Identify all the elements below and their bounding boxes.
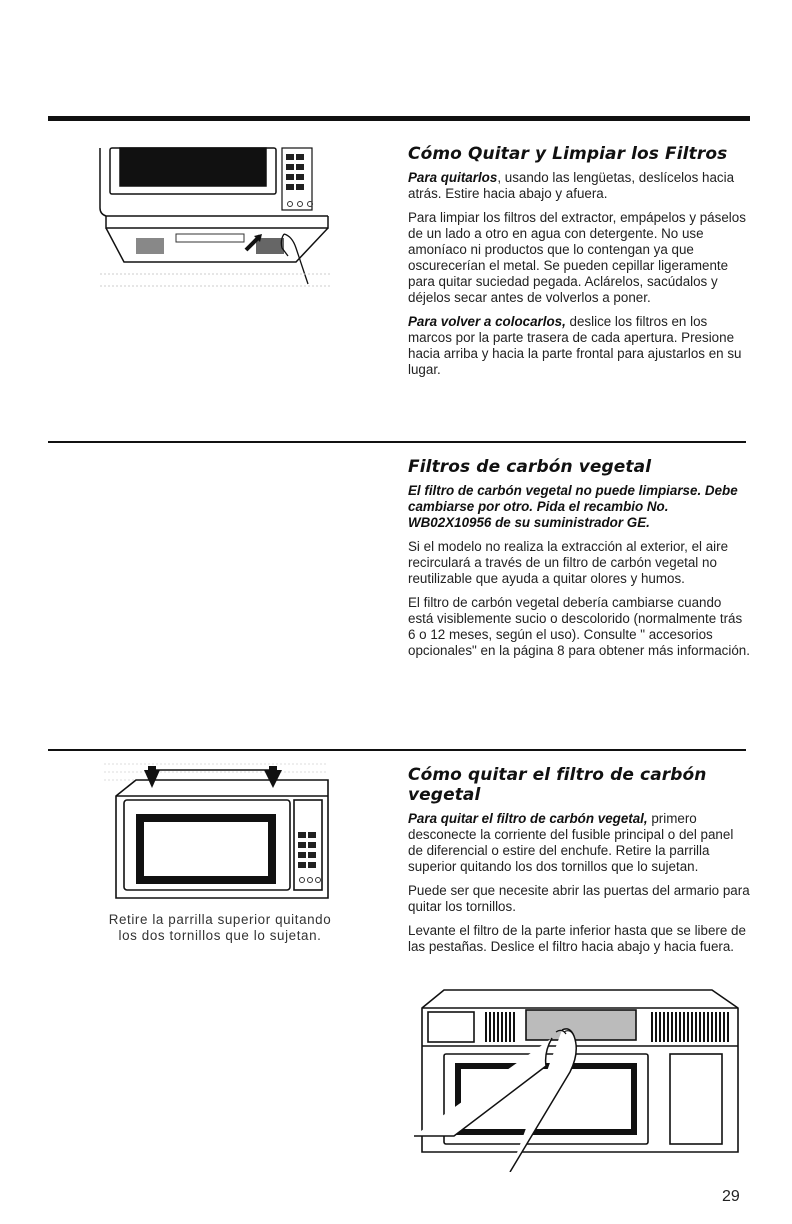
section-title: Cómo Quitar y Limpiar los Filtros [408,144,728,164]
section-remove-charcoal-filter [408,765,750,963]
replacement-notice: El filtro de carbón vegetal no puede limpiarse. Debe cambiarse por otro. Pida el recambio No. WB02X10956 de su suministrador GE. [408,483,738,530]
lead-text: Para volver a colocarlos, [408,314,566,329]
paragraph-lift-filter: Levante el filtro de la parte inferior hasta que se libere de las pestañas. Deslice el filtro hacia abajo y hacia fuera. [408,923,746,954]
paragraph-recirculation: Si el modelo no realiza la extracción al exterior, el aire recirculará a través de un filtro de carbón vegetal no reutilizable que ayuda a quitar olores y humos. [408,539,729,586]
charcoal-filter-removal-illustration [414,986,744,1172]
section-remove-clean-filters [408,144,750,386]
section-charcoal-filters [408,457,750,667]
paragraph-clean: Para limpiar los filtros del extractor, empápelos y páselos de un lado a otro en agua con detergente. No use amoníaco ni productos que lo contengan ya que oscurecerían el metal. Se pueden cepillar ligeramente para quitar suciedad pegada. Aclárelos, sacúdalos y déjelos secar antes de volverlos a poner. [408,210,746,305]
section-divider-1 [48,441,746,443]
section-title: Cómo quitar el filtro de carbón vegetal [408,765,707,805]
body-text: , usando las lengüetas, deslícelos hacia atrás. Estire hacia abajo y afuera. [408,170,735,201]
paragraph-remove [408,170,750,202]
page-number: 29 [722,1188,740,1205]
paragraph-cabinet: Puede ser que necesite abrir las puertas del armario para quitar los tornillos. [408,883,750,914]
section-title: Filtros de carbón vegetal [408,457,652,477]
top-rule [48,116,750,121]
body-text: deslice los filtros en los marcos por la parte trasera de cada apertura. Presione hacia arriba y hacia la parte frontal para ajustarlos en su lugar. [408,314,742,377]
paragraph-reinstall [408,314,750,378]
grille-removal-illustration [96,762,332,912]
filter-removal-illustration [96,144,336,294]
section-divider-2 [48,749,746,751]
paragraph-power-off [408,811,750,875]
body-text: primero desconecte la corriente del fusible principal o del panel de diferencial o estire del enchufe. Retire la parrilla superior quitando los dos tornillos que lo sujetan. [408,811,734,874]
figure-caption: Retire la parrilla superior quitando los dos tornillos que lo sujetan. [108,912,332,943]
lead-text: Para quitarlos [408,170,498,185]
lead-text: Para quitar el filtro de carbón vegetal, [408,811,648,826]
paragraph-replacement: El filtro de carbón vegetal debería cambiarse cuando está visiblemente sucio o descolorido (normalmente trás 6 o 12 meses, según el uso). Consulte " accesorios opcionales" en la página 8 para obtener más información. [408,595,750,658]
